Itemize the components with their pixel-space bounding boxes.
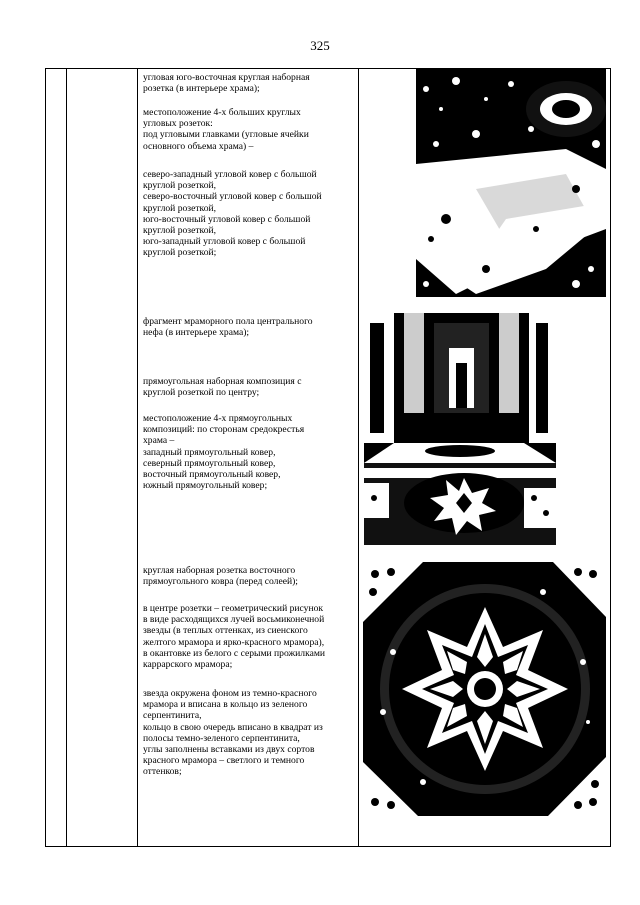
table-bottom-border [45,846,611,847]
row1-text-3: северо-западный угловой ковер с большой круглой розеткой, северо-восточный угловой ковер с большой круглой розеткой, юго-восточный угловой ковер с большой круглой розеткой, юго-западный угловой ковер с большой круглой розеткой; [143,169,322,259]
row2-text-1: фрагмент мраморного пола центрального нефа (в интерьере храма); [143,316,313,339]
row1-text-1: угловая юго-восточная круглая наборная розетка (в интерьере храма); [143,72,310,95]
photo-east-rosette [363,562,606,816]
column-divider-2 [137,68,138,846]
row3-text-2: в центре розетки – геометрический рисунок в виде расходящихся лучей восьмиконечной звезды (в теплых оттенках, из сиенского желтого мрамора и ярко-красного мрамора), в окантовке из белого с серыми прожилками каррарского мрамора; [143,603,326,671]
row1-text-2: местоположение 4-х больших круглых угловых розеток: под угловыми главками (угловые ячейки основного объема храма) – [143,107,309,152]
column-divider-1 [66,68,67,846]
table-left-border [45,68,46,846]
row3-text-1: круглая наборная розетка восточного прямоугольного ковра (перед солеей); [143,565,298,588]
photo-corner-rosette [416,69,606,297]
page-number: 325 [310,38,330,53]
table-right-border [610,68,611,846]
column-divider-3 [358,68,359,846]
row2-text-2: прямоугольная наборная композиция с круглой розеткой по центру; [143,376,302,399]
photo-central-nave-floor [364,313,556,545]
row2-text-3: местоположение 4-х прямоугольных композиций: по сторонам средокрестья храма – западный прямоугольный ковер, северный прямоугольный ковер, восточный прямоугольный ковер, южный прямоугольный ковер; [143,413,305,492]
row3-text-3: звезда окружена фоном из темно-красного мрамора и вписана в кольцо из зеленого серпентинита, кольцо в свою очередь вписано в квадрат из полосы темно-зеленого серпентинита, углы заполнены вставками из двух сортов красного мрамора – светлого и темного оттенков; [143,688,323,778]
